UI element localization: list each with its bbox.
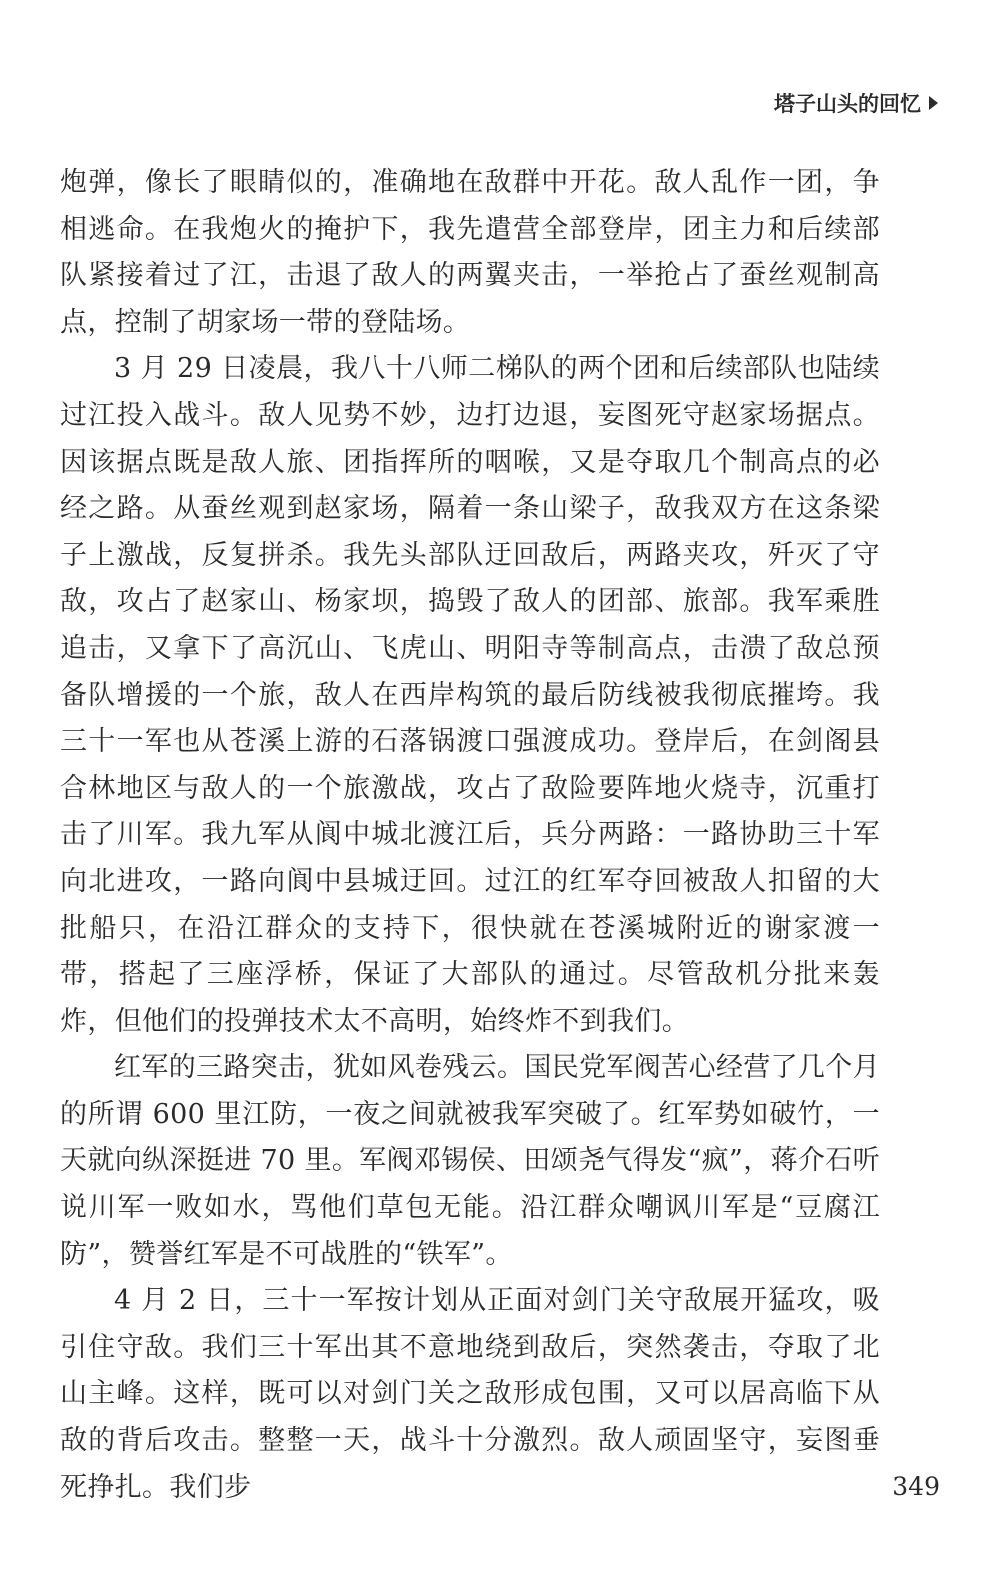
paragraph-1: 炮弹，像长了眼睛似的，准确地在敌群中开花。敌人乱作一团，争相逃命。在我炮火的掩护下，我先遣营全部登岸，团主力和后续部队紧接着过了江，击退了敌人的两翼夹击，一举抢占了蚕丝观制高点，控制了胡家场一带的登陆场。 bbox=[60, 167, 880, 338]
page-number: 349 bbox=[892, 1472, 940, 1501]
paragraph-2: 3 月 29 日凌晨，我八十八师二梯队的两个团和后续部队也陆续过江投入战斗。敌人见势不妙，边打边退，妄图死守赵家场据点。因该据点既是敌人旅、团指挥所的咽喉，又是夺取几个制高点的必经之路。从蚕丝观到赵家场，隔着一条山梁子，敌我双方在这条梁子上激战，反复拼杀。我先头部队迂回敌后，两路夹攻，歼灭了守敌，攻占了赵家山、杨家坝，捣毁了敌人的团部、旅部。我军乘胜追击，又拿下了高沉山、飞虎山、明阳寺等制高点，击溃了敌总预备队增援的一个旅，敌人在西岸构筑的最后防线被我彻底摧垮。我三十一军也从苍溪上游的石落锅渡口强渡成功。登岸后，在剑阁县合林地区与敌人的一个旅激战，攻占了敌险要阵地火烧寺，沉重打击了川军。我九军从阆中城北渡江后，兵分两路：一路协助三十军向北进攻，一路向阆中县城迂回。过江的红军夺回被敌人扣留的大批船只，在沿江群众的支持下，很快就在苍溪城附近的谢家渡一带，搭起了三座浮桥，保证了大部队的通过。尽管敌机分批来轰炸，但他们的投弹技术太不高明，始终炸不到我们。 bbox=[60, 353, 880, 1037]
right-triangle-icon bbox=[929, 96, 938, 110]
body-text bbox=[60, 160, 880, 1511]
running-header-title: 塔子山头的回忆 bbox=[774, 92, 921, 116]
paragraph-3: 红军的三路突击，犹如风卷残云。国民党军阀苦心经营了几个月的所谓 600 里江防，一夜之间就被我军突破了。红军势如破竹，一天就向纵深挺进 70 里。军阀邓锡侯、田颂尧气得发“疯”，蒋介石听说川军一败如水，骂他们草包无能。沿江群众嘲讽川军是“豆腐江防”，赞誉红军是不可战胜的“铁军”。 bbox=[60, 1052, 880, 1270]
running-header bbox=[774, 88, 938, 118]
paragraph-4: 4 月 2 日，三十一军按计划从正面对剑门关守敌展开猛攻，吸引住守敌。我们三十军出其不意地绕到敌后，突然袭击，夺取了北山主峰。这样，既可以对剑门关之敌形成包围，又可以居高临下从敌的背后攻击。整整一天，战斗十分激烈。敌人顽固坚守，妄图垂死挣扎。我们步 bbox=[60, 1285, 880, 1503]
